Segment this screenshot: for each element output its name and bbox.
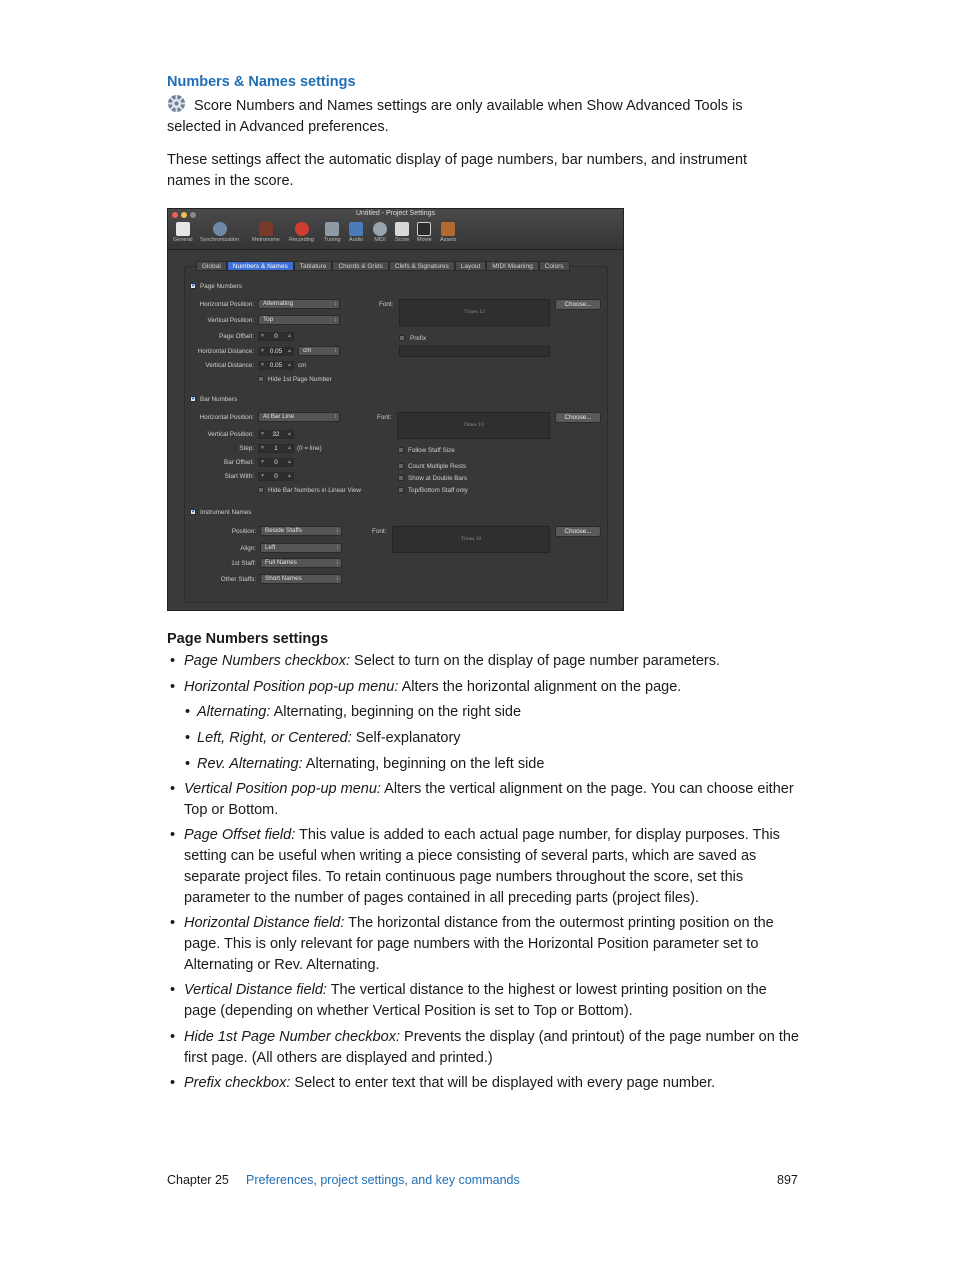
pn-horizontal-position-popup[interactable]: Alternating ↕ [258, 299, 340, 309]
toolbar-synchronization[interactable]: Synchronization [200, 222, 239, 243]
footer-chapter-title[interactable]: Preferences, project settings, and key commands [246, 1173, 520, 1187]
list-item: • Page Offset field: This value is added to each actual page number, for display purposes. This setting can be useful when writing a piece consisting of several parts, which are saved as separate project files. To retain continuous page numbers throughout the score, set this parameter to the number of pages contained in all preceding parts (project files). [170, 827, 780, 906]
record-icon [295, 222, 309, 236]
assets-icon [441, 222, 455, 236]
list-item: • Left, Right, or Centered: Self-explanatory [185, 730, 461, 746]
tab-tablature[interactable]: Tablature [294, 261, 333, 271]
settings-tabs [196, 261, 570, 271]
vertical-distance-label: Vertical Distance: [205, 362, 254, 369]
list-item: • Horizontal Distance field: The horizontal distance from the outermost printing position on the page. This is only relevant for page numbers with the Horizontal Position parameter set to Alternating or Rev. Alternating. [170, 915, 774, 973]
pn-font-label: Font: [379, 301, 394, 308]
top-bottom-staff-checkbox[interactable] [398, 487, 404, 493]
page-numbers-checkbox[interactable] [190, 283, 196, 289]
first-staff-label: 1st Staff: [231, 560, 256, 567]
page-offset-field[interactable]: ▼ 0 ▲ [260, 333, 292, 340]
in-align-popup[interactable]: Left ↕ [260, 543, 342, 553]
in-align-label: Align: [240, 545, 256, 552]
tab-numbers-names[interactable]: Numbers & Names [227, 261, 294, 271]
step-label: Step: [239, 445, 254, 452]
window-titlebar [168, 209, 623, 250]
list-item: • Alternating: Alternating, beginning on the right side [185, 704, 522, 720]
toolbar-recording[interactable]: Recording [289, 222, 314, 243]
tab-layout[interactable]: Layout [455, 261, 487, 271]
bn-horizontal-position-popup[interactable]: At Bar Line ↕ [258, 412, 340, 422]
bar-offset-label: Bar Offset: [224, 459, 254, 466]
in-font-label: Font: [372, 528, 387, 535]
toolbar-tuning[interactable]: Tuning [324, 222, 341, 243]
score-icon [395, 222, 409, 236]
in-position-label: Position: [231, 528, 256, 535]
bn-font-preview: Times 10 [397, 412, 550, 439]
list-item: • Vertical Distance field: The vertical distance to the highest or lowest printing position on the page (depending on whether Vertical Position is set to Top or Bottom). [170, 982, 767, 1019]
follow-staff-size-label: Follow Staff Size [408, 447, 455, 454]
other-staffs-label: Other Staffs: [220, 576, 256, 583]
list-item: • Vertical Position pop-up menu: Alters the vertical alignment on the page. You can choose either Top or Bottom. [170, 781, 794, 818]
general-icon [176, 222, 190, 236]
hide-linear-view-label: Hide Bar Numbers in Linear View [268, 487, 361, 494]
midi-icon [373, 222, 387, 236]
pn-vertical-position-label: Vertical Position: [207, 317, 254, 324]
metronome-icon [259, 222, 273, 236]
bn-font-label: Font: [377, 414, 392, 421]
hide-linear-view-checkbox[interactable] [258, 487, 264, 493]
toolbar-audio[interactable]: Audio [349, 222, 363, 243]
toolbar-movie[interactable]: Movie [417, 222, 432, 243]
movie-icon [417, 222, 431, 236]
instrument-names-label: Instrument Names [200, 509, 252, 516]
in-position-popup[interactable]: Beside Staffs ↕ [260, 526, 342, 536]
bar-offset-field[interactable]: ▼ 0 ▲ [260, 459, 292, 466]
in-font-preview: Times 10 [392, 526, 550, 553]
pn-font-preview: Times 12 [399, 299, 550, 326]
in-choose-font-button[interactable]: Choose... [555, 526, 601, 537]
tuning-fork-icon [325, 222, 339, 236]
synchronization-icon [213, 222, 227, 236]
list-item: • Page Numbers checkbox: Select to turn on the display of page number parameters. [170, 653, 720, 669]
step-note: (0 = line) [297, 445, 322, 452]
list-item: • Horizontal Position pop-up menu: Alters the horizontal alignment on the page. [170, 679, 682, 695]
bn-choose-font-button[interactable]: Choose... [555, 412, 601, 423]
footer-chapter: Chapter 25 [167, 1173, 229, 1187]
list-item: • Hide 1st Page Number checkbox: Prevents the display (and printout) of the page number on the first page. (All others are displayed and printed.) [170, 1029, 799, 1066]
audio-icon [349, 222, 363, 236]
horizontal-distance-label: Horizontal Distance: [197, 348, 254, 355]
follow-staff-size-checkbox[interactable] [398, 447, 404, 453]
tab-clefs-signatures[interactable]: Clefs & Signatures [389, 261, 455, 271]
bar-numbers-checkbox[interactable] [190, 396, 196, 402]
bn-vertical-position-label: Vertical Position: [207, 431, 254, 438]
page-offset-label: Page Offset: [219, 333, 254, 340]
instrument-names-checkbox[interactable] [190, 509, 196, 515]
vertical-unit-label: cm [298, 362, 307, 369]
tab-global[interactable]: Global [196, 261, 227, 271]
toolbar-assets[interactable]: Assets [440, 222, 457, 243]
pn-choose-font-button[interactable]: Choose... [555, 299, 601, 310]
tab-colors[interactable]: Colors [539, 261, 570, 271]
vertical-distance-field[interactable]: ▼ 0.05 ▲ [260, 362, 292, 369]
project-settings-window [167, 208, 624, 611]
page-numbers-settings-heading: Page Numbers settings [167, 631, 329, 647]
section-heading: Numbers & Names settings [167, 74, 356, 90]
list-item: • Rev. Alternating: Alternating, beginning on the left side [185, 756, 545, 772]
tab-chords-grids[interactable]: Chords & Grids [332, 261, 388, 271]
start-with-label: Start With: [224, 473, 254, 480]
pn-vertical-position-popup[interactable]: Top ↕ [258, 315, 340, 325]
show-double-bars-label: Show at Double Bars [408, 475, 468, 482]
pn-horizontal-position-label: Horizontal Position: [199, 301, 254, 308]
count-multiple-rests-checkbox[interactable] [398, 463, 404, 469]
tab-midi-meaning[interactable]: MIDI Meaning [486, 261, 538, 271]
top-bottom-staff-label: Top/Bottom Staff only [408, 487, 468, 494]
bn-horizontal-position-label: Horizontal Position: [199, 414, 254, 421]
footer-page-number: 897 [777, 1173, 798, 1187]
toolbar-score[interactable]: Score [395, 222, 409, 243]
start-with-field[interactable]: ▼ 0 ▲ [260, 473, 292, 480]
hide-first-page-checkbox[interactable] [258, 376, 264, 382]
toolbar-midi[interactable]: MIDI [373, 222, 387, 243]
list-item: • Prefix checkbox: Select to enter text that will be displayed with every page number. [170, 1075, 716, 1091]
prefix-field[interactable] [399, 346, 550, 357]
bn-vertical-position-field[interactable]: ▼ 32 ▲ [260, 431, 292, 438]
intro-paragraph: These settings affect the automatic display of page numbers, bar numbers, and instrument names in the score. [167, 152, 748, 189]
horizontal-distance-field[interactable]: ▼ 0.05 ▲ [260, 348, 292, 355]
bar-numbers-label: Bar Numbers [200, 396, 238, 403]
show-double-bars-checkbox[interactable] [398, 475, 404, 481]
toolbar-general[interactable]: General [173, 222, 193, 243]
window-title: Untitled - Project Settings [356, 210, 435, 217]
horizontal-unit-popup[interactable]: cm ↕ [298, 346, 340, 356]
toolbar-metronome[interactable]: Metronome [252, 222, 280, 243]
count-multiple-rests-label: Count Multiple Rests [408, 463, 467, 470]
prefix-checkbox[interactable] [399, 335, 405, 341]
advanced-tools-note: Score Numbers and Names settings are only available when Show Advanced Tools is selected in Advanced preferences. [167, 98, 743, 135]
hide-first-page-label: Hide 1st Page Number [268, 376, 332, 383]
page-numbers-label: Page Numbers [200, 283, 242, 290]
other-staffs-popup[interactable]: Short Names ↕ [260, 574, 342, 584]
first-staff-popup[interactable]: Full Names ↕ [260, 558, 342, 568]
step-field[interactable]: ▼ 1 ▲ [260, 445, 292, 452]
prefix-label: Prefix [410, 335, 427, 342]
